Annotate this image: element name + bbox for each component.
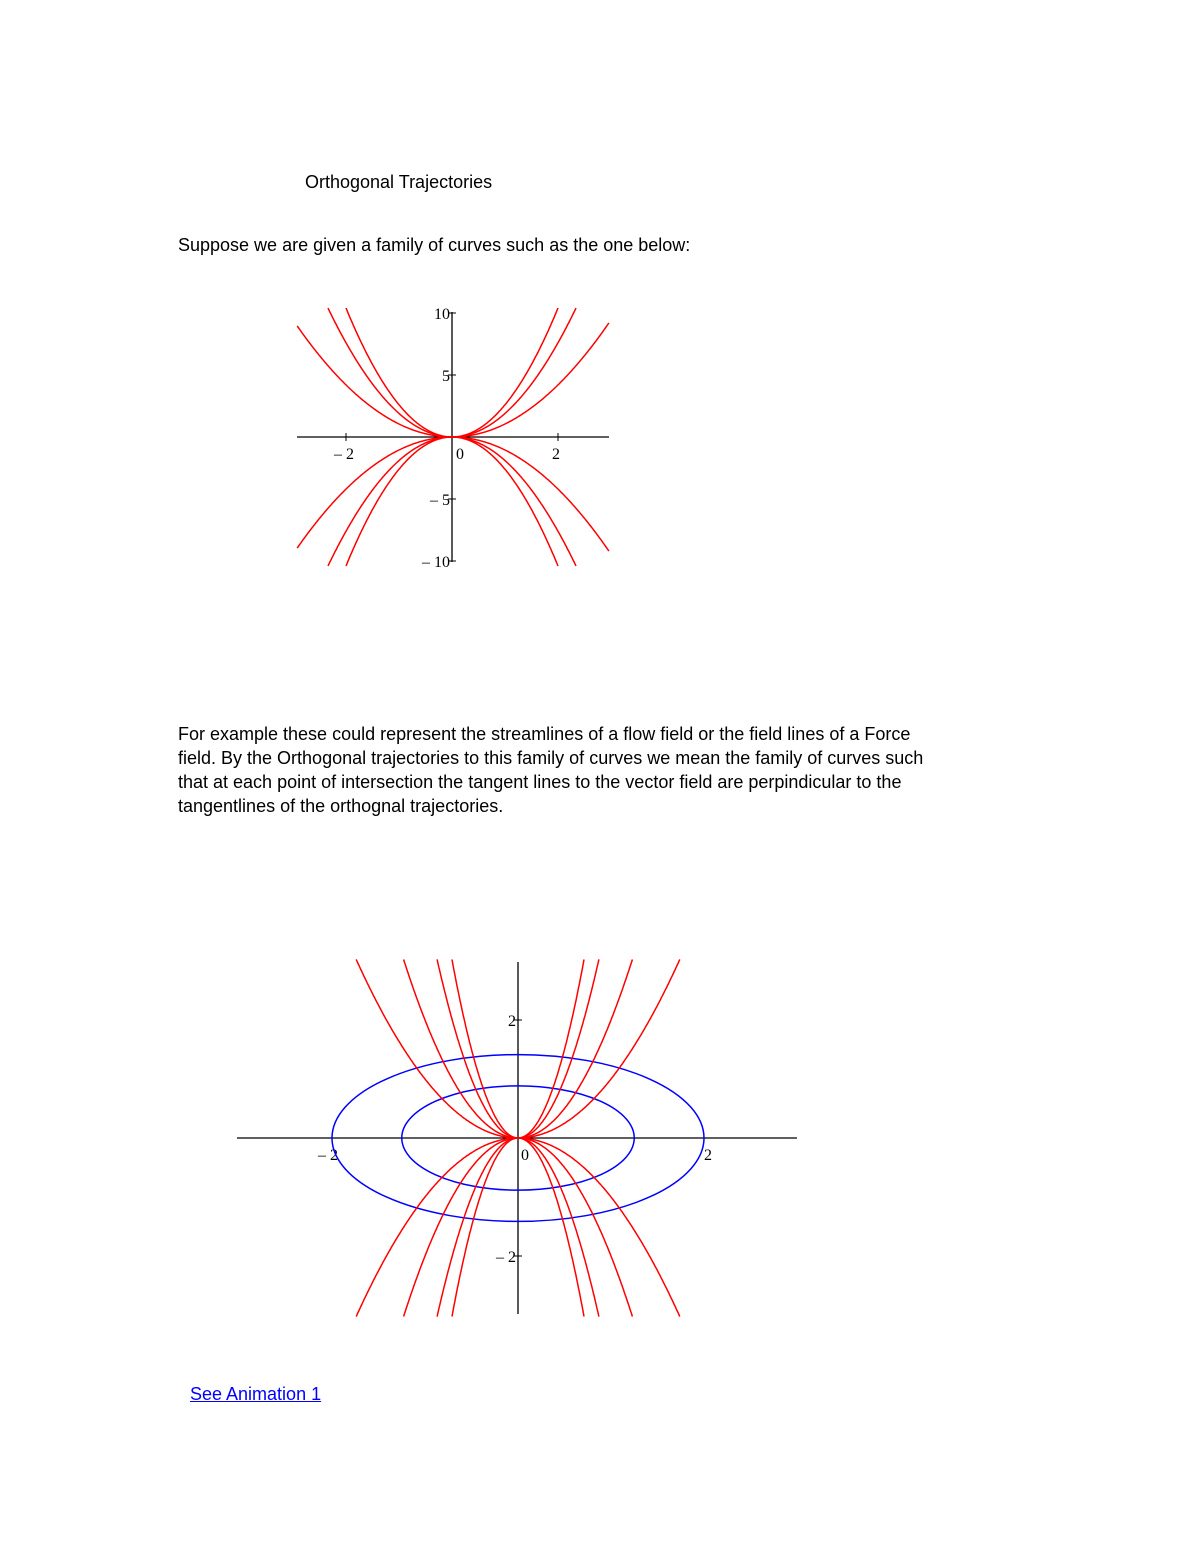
x-tick-label: 2: [552, 446, 560, 463]
x-tick-label: – 2: [318, 1147, 338, 1164]
x-tick-label: – 2: [334, 446, 354, 463]
x-tick-label: 0: [521, 1147, 529, 1164]
x-tick: [521, 1147, 529, 1164]
x-tick-label: 0: [456, 446, 464, 463]
see-animation-link[interactable]: See Animation 1: [190, 1384, 322, 1404]
y-tick-label: 5: [442, 368, 450, 385]
paragraph-line: tangentlines of the orthognal trajectories.: [178, 796, 504, 816]
y-tick-label: 2: [508, 1013, 516, 1030]
y-tick: [508, 1013, 522, 1030]
page-title: Orthogonal Trajectories: [305, 172, 493, 192]
paragraph-line: field. By the Orthogonal trajectories to this family of curves we mean the family of curves such: [178, 748, 924, 768]
x-tick-label: 2: [704, 1147, 712, 1164]
y-tick-label: – 5: [430, 492, 450, 509]
y-tick-label: – 2: [496, 1249, 516, 1266]
paragraph-line: For example these could represent the streamlines of a flow field or the field lines of a Force: [178, 724, 911, 744]
y-tick-label: – 10: [422, 554, 450, 571]
intro-text: Suppose we are given a family of curves such as the one below:: [178, 235, 691, 255]
y-tick-label: 10: [434, 306, 450, 323]
paragraph-line: that at each point of intersection the tangent lines to the vector field are perpindicular to the: [178, 772, 902, 792]
